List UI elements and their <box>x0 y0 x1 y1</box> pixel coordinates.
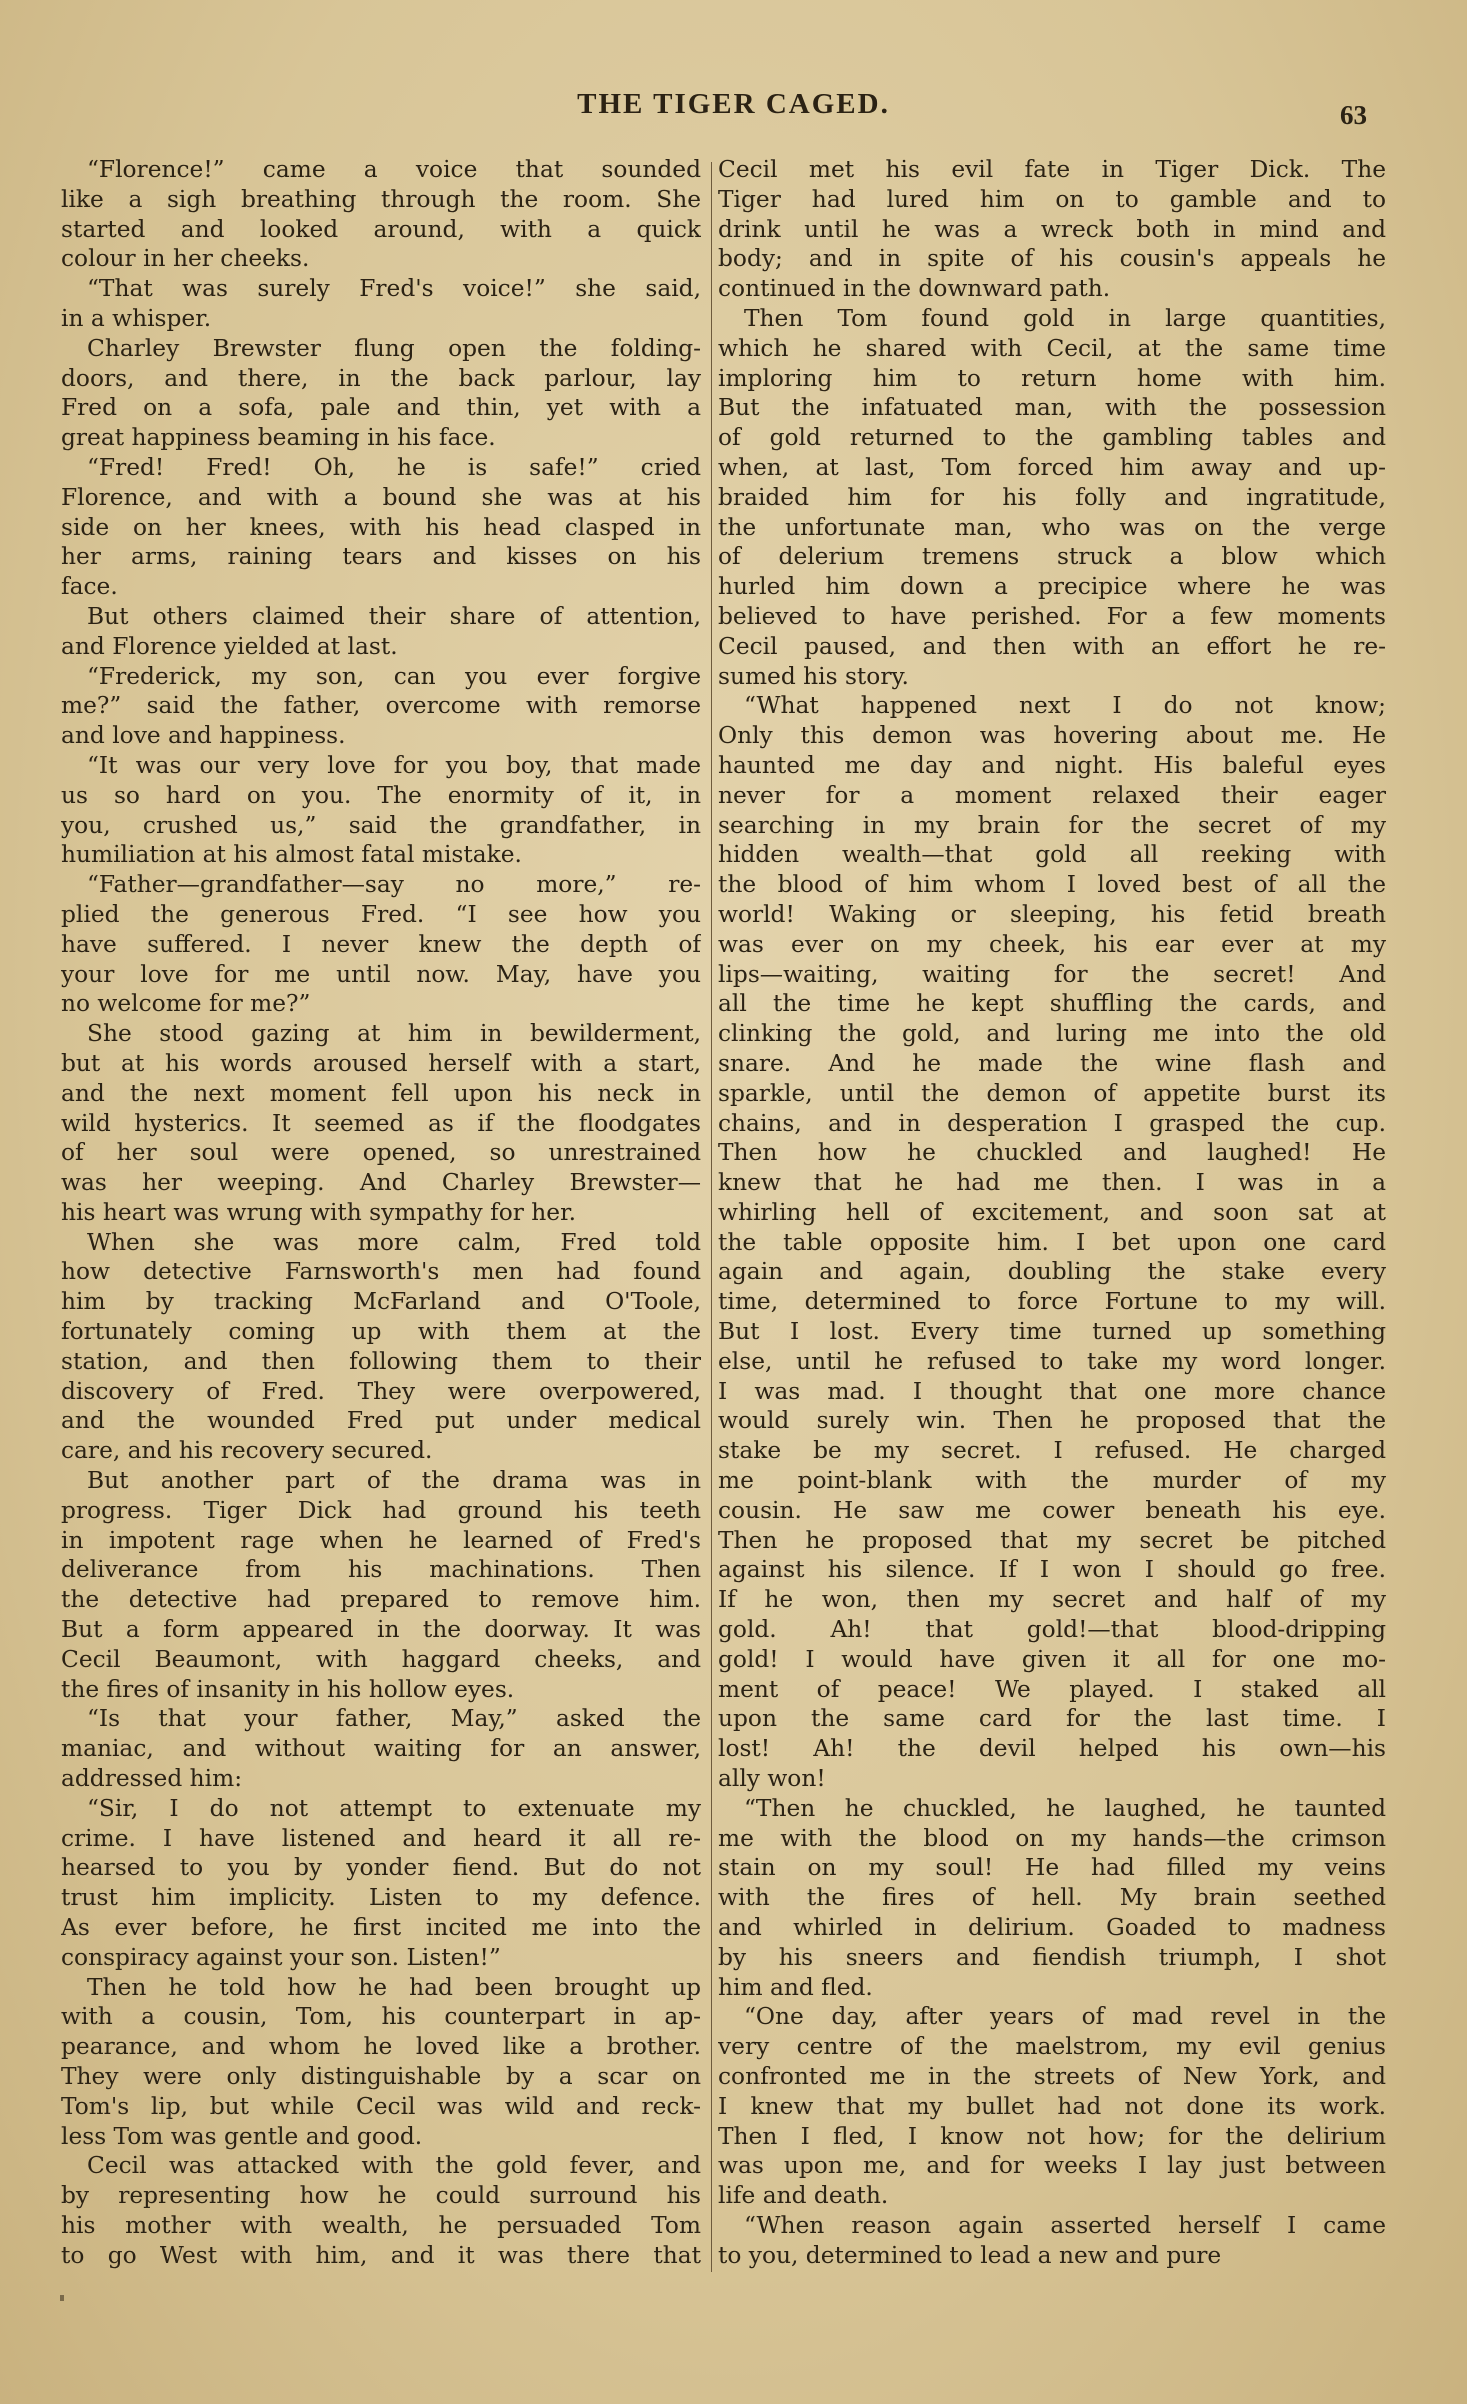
text-line: knew that he had me then. I was in a <box>718 1169 1386 1197</box>
text-line: Cecil was attacked with the gold fever, and <box>87 2152 701 2180</box>
text-line: gold. Ah! that gold!—that blood-dripping <box>718 1616 1386 1644</box>
text-line: believed to have perished. For a few moments <box>718 602 1386 630</box>
text-line: plied the generous Fred. “I see how you <box>61 900 701 928</box>
text-line: and Florence yielded at last. <box>61 632 398 660</box>
text-line: humiliation at his almost fatal mistake. <box>61 841 522 869</box>
text-line: discovery of Fred. They were overpowered, <box>61 1377 701 1405</box>
text-line: Cecil Beaumont, with haggard cheeks, and <box>61 1645 701 1673</box>
text-line: the detective had prepared to remove him. <box>61 1586 701 1614</box>
text-line: Then Tom found gold in large quantities, <box>744 304 1386 332</box>
text-line: like a sigh breathing through the room. She <box>61 185 701 213</box>
text-line: If he won, then my secret and half of my <box>718 1586 1386 1614</box>
text-line: braided him for his folly and ingratitude, <box>718 483 1386 511</box>
text-line: “Florence!” came a voice that sounded <box>87 156 701 183</box>
text-line: imploring him to return home with him. <box>718 364 1386 392</box>
text-line: the fires of insanity in his hollow eyes. <box>61 1675 515 1703</box>
text-line: “Father—grandfather—say no more,” re- <box>87 871 701 899</box>
text-line: “That was surely Fred's voice!” she said, <box>87 275 701 303</box>
text-line: him and fled. <box>718 1973 873 2001</box>
text-line: would surely win. Then he proposed that the <box>718 1407 1386 1435</box>
text-line: the blood of him whom I loved best of all the <box>718 871 1386 899</box>
text-line: your love for me until now. May, have you <box>61 960 701 988</box>
text-line: snare. And he made the wine flash and <box>718 1049 1386 1077</box>
text-line: less Tom was gentle and good. <box>61 2122 423 2150</box>
text-line: “Frederick, my son, can you ever forgive <box>87 662 701 690</box>
text-line: sparkle, until the demon of appetite burst its <box>718 1079 1386 1107</box>
text-line: deliverance from his machinations. Then <box>61 1556 701 1584</box>
text-line: and the wounded Fred put under medical <box>61 1407 701 1435</box>
text-line: side on her knees, with his head clasped in <box>61 513 701 541</box>
text-line: progress. Tiger Dick had ground his teeth <box>61 1496 701 1524</box>
text-line: Charley Brewster flung open the folding- <box>87 334 701 362</box>
text-line: But the infatuated man, with the possession <box>718 394 1386 422</box>
text-line: They were only distinguishable by a scar on <box>61 2063 701 2090</box>
text-line: confronted me in the streets of New York, and <box>718 2063 1386 2090</box>
text-line: Fred on a sofa, pale and thin, yet with a <box>61 394 701 422</box>
text-line: me with the blood on my hands—the crimson <box>718 1824 1386 1852</box>
text-line: Cecil paused, and then with an effort he re- <box>718 632 1386 660</box>
text-line: by his sneers and fiendish triumph, I shot <box>718 1943 1386 1971</box>
running-title: THE TIGER CAGED. <box>577 88 890 120</box>
page-number: 63 <box>1340 100 1367 130</box>
text-line: in a whisper. <box>61 304 212 332</box>
text-line: great happiness beaming in his face. <box>61 424 496 452</box>
text-line: conspiracy against your son. Listen!” <box>61 1943 501 1971</box>
text-line: all the time he kept shuffling the cards, and <box>718 990 1386 1018</box>
text-line: Tiger had lured him on to gamble and to <box>718 185 1386 213</box>
text-line: life and death. <box>718 2182 889 2210</box>
text-line: his mother with wealth, he persuaded Tom <box>61 2211 701 2239</box>
text-line: I knew that my bullet had not done its work. <box>718 2092 1386 2120</box>
text-line: again and again, doubling the stake every <box>718 1258 1386 1286</box>
text-line: body; and in spite of his cousin's appeals he <box>718 245 1386 273</box>
text-line: upon the same card for the last time. I <box>718 1705 1386 1733</box>
text-line: gold! I would have given it all for one mo- <box>718 1645 1386 1673</box>
text-line: stain on my soul! He had filled my veins <box>718 1854 1386 1882</box>
text-line: Tom's lip, but while Cecil was wild and reck- <box>61 2092 701 2120</box>
text-line: to you, determined to lead a new and pure <box>718 2241 1222 2269</box>
text-line: with a cousin, Tom, his counterpart in ap- <box>61 2003 701 2031</box>
text-line: station, and then following them to their <box>61 1347 701 1375</box>
text-line: him by tracking McFarland and O'Toole, <box>61 1288 701 1316</box>
text-line: against his silence. If I won I should go free. <box>718 1556 1386 1584</box>
text-line: “Is that your father, May,” asked the <box>87 1705 701 1733</box>
text-line: pearance, and whom he loved like a brother. <box>61 2033 701 2061</box>
text-line: “Sir, I do not attempt to extenuate my <box>87 1794 701 1822</box>
text-line: fortunately coming up with them at the <box>61 1318 701 1346</box>
text-line: When she was more calm, Fred told <box>87 1228 701 1256</box>
text-line: wild hysterics. It seemed as if the floodgates <box>61 1109 701 1137</box>
text-line: She stood gazing at him in bewilderment, <box>87 1020 701 1048</box>
text-line: doors, and there, in the back parlour, lay <box>61 364 701 392</box>
text-line: searching in my brain for the secret of my <box>718 811 1386 839</box>
text-line: no welcome for me?” <box>61 990 311 1018</box>
text-line: Then I fled, I know not how; for the delirium <box>718 2122 1386 2150</box>
text-line: very centre of the maelstrom, my evil genius <box>718 2033 1386 2061</box>
text-line: hearsed to you by yonder fiend. But do not <box>61 1854 701 1882</box>
text-line: me?” said the father, overcome with remorse <box>61 692 701 720</box>
text-line: trust him implicity. Listen to my defence. <box>61 1884 701 1912</box>
text-line: and the next moment fell upon his neck in <box>61 1079 701 1107</box>
text-line: with the fires of hell. My brain seethed <box>718 1884 1386 1912</box>
text-line: his heart was wrung with sympathy for her. <box>61 1198 577 1226</box>
text-line: stake be my secret. I refused. He charged <box>718 1437 1386 1465</box>
text-line: started and looked around, with a quick <box>61 215 701 243</box>
text-line: was ever on my cheek, his ear ever at my <box>718 930 1386 958</box>
text-line: of delerium tremens struck a blow which <box>718 543 1386 571</box>
text-line: “When reason again asserted herself I came <box>744 2211 1386 2239</box>
text-line: “Fred! Fred! Oh, he is safe!” cried <box>87 453 701 481</box>
text-line: us so hard on you. The enormity of it, in <box>61 781 701 809</box>
text-line: and whirled in delirium. Goaded to madness <box>718 1914 1386 1942</box>
text-line: “One day, after years of mad revel in the <box>744 2003 1386 2031</box>
text-line: Then he proposed that my secret be pitched <box>718 1526 1386 1554</box>
text-line: haunted me day and night. His baleful eyes <box>718 751 1386 779</box>
text-line: ally won! <box>718 1765 826 1793</box>
text-line: Only this demon was hovering about me. He <box>718 722 1386 750</box>
text-line: of gold returned to the gambling tables and <box>718 424 1386 452</box>
text-line: whirling hell of excitement, and soon sat at <box>718 1198 1386 1226</box>
text-line: by representing how he could surround his <box>61 2182 701 2210</box>
text-line: addressed him: <box>61 1765 243 1793</box>
text-line: chains, and in desperation I grasped the cup. <box>718 1109 1386 1137</box>
text-line: was upon me, and for weeks I lay just between <box>718 2152 1386 2180</box>
left-text-column <box>61 155 701 2275</box>
text-line: maniac, and without waiting for an answer, <box>61 1735 701 1763</box>
text-line: drink until he was a wreck both in mind and <box>718 215 1386 243</box>
text-line: “What happened next I do not know; <box>744 692 1386 720</box>
text-line: how detective Farnsworth's men had found <box>61 1258 701 1286</box>
text-line: and love and happiness. <box>61 722 346 750</box>
text-line: ment of peace! We played. I staked all <box>718 1675 1386 1703</box>
text-line: But I lost. Every time turned up something <box>718 1318 1386 1346</box>
text-line: sumed his story. <box>718 662 909 690</box>
text-line: the unfortunate man, who was on the verge <box>718 513 1386 541</box>
text-line: me point-blank with the murder of my <box>718 1467 1386 1495</box>
text-line: to go West with him, and it was there that <box>61 2241 701 2269</box>
text-line: cousin. He saw me cower beneath his eye. <box>718 1496 1386 1524</box>
text-line: in impotent rage when he learned of Fred's <box>61 1526 701 1554</box>
text-line: face. <box>61 573 118 601</box>
text-line: time, determined to force Fortune to my will. <box>718 1288 1386 1316</box>
text-line: but at his words aroused herself with a start, <box>61 1049 701 1077</box>
text-line: But another part of the drama was in <box>87 1467 701 1495</box>
text-line: lost! Ah! the devil helped his own—his <box>718 1735 1386 1763</box>
text-line: colour in her cheeks. <box>61 245 310 273</box>
right-text-column <box>718 155 1386 2275</box>
text-line: when, at last, Tom forced him away and up- <box>718 453 1386 481</box>
text-line: never for a moment relaxed their eager <box>718 781 1386 809</box>
text-line: have suffered. I never knew the depth of <box>61 930 701 958</box>
text-line: lips—waiting, waiting for the secret! And <box>718 960 1386 988</box>
text-line: Florence, and with a bound she was at his <box>61 483 701 511</box>
text-line: her arms, raining tears and kisses on his <box>61 543 701 571</box>
text-line: Cecil met his evil fate in Tiger Dick. The <box>718 156 1386 183</box>
text-line: But a form appeared in the doorway. It was <box>61 1616 701 1644</box>
text-line: But others claimed their share of attention, <box>87 602 701 630</box>
page-speck <box>60 2295 64 2301</box>
text-line: “It was our very love for you boy, that made <box>87 751 701 779</box>
text-line: hidden wealth—that gold all reeking with <box>718 841 1386 869</box>
text-line: hurled him down a precipice where he was <box>718 573 1386 601</box>
text-line: Then how he chuckled and laughed! He <box>718 1139 1386 1167</box>
column-divider <box>711 162 712 2272</box>
text-line: you, crushed us,” said the grandfather, in <box>61 811 701 839</box>
text-line: was her weeping. And Charley Brewster— <box>61 1169 701 1197</box>
text-line: crime. I have listened and heard it all re- <box>61 1824 701 1852</box>
text-line: world! Waking or sleeping, his fetid breath <box>718 900 1386 928</box>
text-line: I was mad. I thought that one more chance <box>718 1377 1386 1405</box>
text-line: the table opposite him. I bet upon one card <box>718 1228 1386 1256</box>
page-header <box>0 88 1467 128</box>
text-line: of her soul were opened, so unrestrained <box>61 1139 701 1167</box>
text-line: else, until he refused to take my word longer. <box>718 1347 1386 1375</box>
text-line: As ever before, he first incited me into the <box>61 1914 701 1942</box>
text-line: “Then he chuckled, he laughed, he taunted <box>744 1794 1386 1822</box>
text-line: continued in the downward path. <box>718 275 1111 303</box>
text-line: clinking the gold, and luring me into the old <box>718 1020 1386 1048</box>
text-line: Then he told how he had been brought up <box>87 1973 701 2001</box>
text-line: which he shared with Cecil, at the same time <box>718 334 1386 362</box>
text-line: care, and his recovery secured. <box>61 1437 433 1465</box>
